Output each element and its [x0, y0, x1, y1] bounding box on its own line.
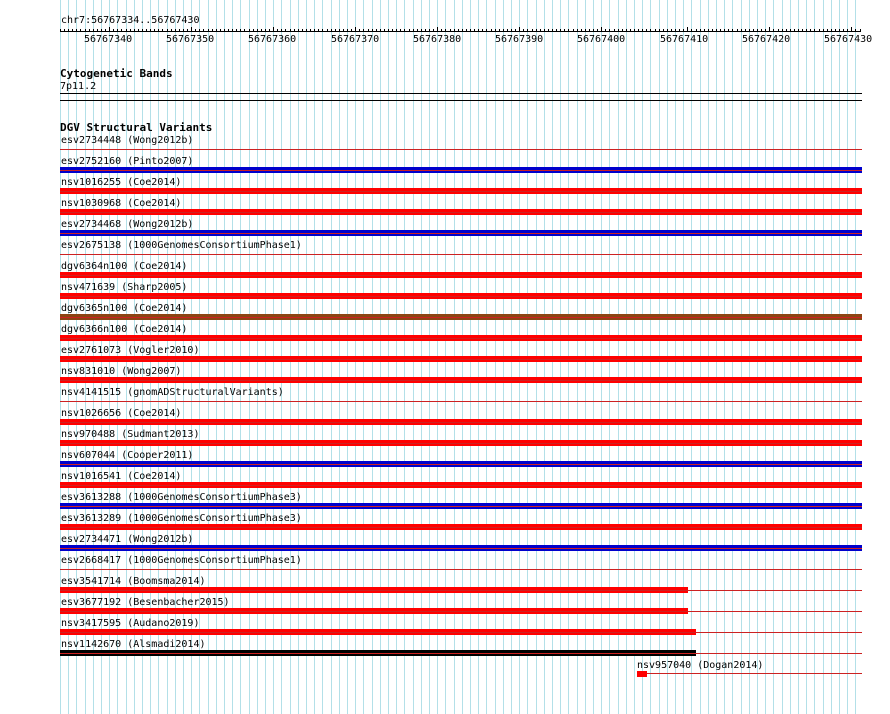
dgv-item-label[interactable]: dgv6364n100 (Coe2014) [61, 261, 188, 272]
ruler-minor-tick [478, 29, 479, 32]
dgv-item-line [60, 653, 862, 654]
ruler-major-tick [851, 27, 852, 32]
ruler-minor-tick [532, 29, 533, 32]
ruler-minor-tick [593, 29, 594, 32]
dgv-item-esv2734448[interactable] [0, 135, 890, 156]
ruler-minor-tick [646, 29, 647, 32]
dgv-item-label[interactable]: nsv1016255 (Coe2014) [61, 177, 182, 188]
dgv-item-line [60, 380, 862, 381]
ruler-minor-tick [454, 29, 455, 32]
ruler-minor-tick [249, 29, 250, 32]
ruler-minor-tick [199, 29, 200, 32]
ruler-minor-tick [76, 29, 77, 32]
dgv-item-label[interactable]: nsv4141515 (gnomADStructuralVariants) [61, 387, 284, 398]
ruler-minor-tick [728, 29, 729, 32]
dgv-item-line [60, 443, 862, 444]
dgv-item-label[interactable]: esv3613288 (1000GenomesConsortiumPhase3) [61, 492, 302, 503]
dgv-item-esv3613289[interactable] [0, 513, 890, 534]
ruler-minor-tick [85, 29, 86, 32]
ruler-minor-tick [609, 29, 610, 32]
ruler-minor-tick [802, 29, 803, 32]
ruler-minor-tick [458, 29, 459, 32]
dgv-item-label[interactable]: nsv957040 (Dogan2014) [637, 660, 764, 671]
ruler-minor-tick [552, 29, 553, 32]
ruler-tick-label: 56767420 [742, 34, 791, 45]
ruler-minor-tick [388, 29, 389, 32]
cytoband-label[interactable]: 7p11.2 [60, 81, 97, 92]
ruler-minor-tick [499, 29, 500, 32]
ruler-minor-tick [790, 29, 791, 32]
dgv-item-line [60, 590, 862, 591]
ruler-minor-tick [765, 29, 766, 32]
dgv-item-nsv970488[interactable] [0, 429, 890, 450]
ruler-minor-tick [831, 29, 832, 32]
ruler-minor-tick [568, 29, 569, 32]
ruler-minor-tick [89, 29, 90, 32]
ruler-minor-tick [462, 29, 463, 32]
dgv-item-line [60, 212, 862, 213]
ruler-minor-tick [130, 29, 131, 32]
ruler-minor-tick [741, 29, 742, 32]
ruler-minor-tick [175, 29, 176, 32]
ruler-minor-tick [134, 29, 135, 32]
ruler-minor-tick [581, 29, 582, 32]
ruler-minor-tick [782, 29, 783, 32]
dgv-item-line [60, 149, 862, 150]
ruler-major-tick [601, 27, 602, 32]
dgv-item-label[interactable]: nsv1016541 (Coe2014) [61, 471, 182, 482]
ruler-minor-tick [281, 29, 282, 32]
ruler-major-tick [769, 27, 770, 32]
ruler-minor-tick [232, 29, 233, 32]
ruler-minor-tick [359, 29, 360, 32]
ruler-minor-tick [773, 29, 774, 32]
ruler-minor-tick [778, 29, 779, 32]
ruler-minor-tick [794, 29, 795, 32]
ruler-minor-tick [745, 29, 746, 32]
ruler-minor-tick [285, 29, 286, 32]
ruler-minor-tick [638, 29, 639, 32]
dgv-item-line [647, 673, 862, 674]
ruler-minor-tick [68, 29, 69, 32]
ruler-minor-tick [683, 29, 684, 32]
dgv-item-label[interactable]: esv2734448 (Wong2012b) [61, 135, 194, 146]
ruler-minor-tick [540, 29, 541, 32]
ruler-minor-tick [277, 29, 278, 32]
ruler-minor-tick [421, 29, 422, 32]
ruler-minor-tick [761, 29, 762, 32]
ruler-minor-tick [806, 29, 807, 32]
dgv-item-label[interactable]: esv2675138 (1000GenomesConsortiumPhase1) [61, 240, 302, 251]
ruler-minor-tick [482, 29, 483, 32]
dgv-item-line [60, 464, 862, 465]
ruler-minor-tick [716, 29, 717, 32]
dgv-item-line [60, 359, 862, 360]
ruler-tick-label: 56767410 [660, 34, 709, 45]
ruler-minor-tick [536, 29, 537, 32]
ruler-minor-tick [351, 29, 352, 32]
dgv-item-label[interactable]: dgv6366n100 (Coe2014) [61, 324, 188, 335]
dgv-item-esv2675138[interactable] [0, 240, 890, 261]
dgv-item-label[interactable]: esv2668417 (1000GenomesConsortiumPhase1) [61, 555, 302, 566]
ruler-minor-tick [126, 29, 127, 32]
dgv-item-nsv1016255[interactable] [0, 177, 890, 198]
ruler-minor-tick [843, 29, 844, 32]
dgv-variant-bar[interactable] [637, 671, 647, 677]
ruler-minor-tick [212, 29, 213, 32]
dgv-item-label[interactable]: nsv970488 (Sudmant2013) [61, 429, 200, 440]
dgv-item-label[interactable]: esv3613289 (1000GenomesConsortiumPhase3) [61, 513, 302, 524]
ruler-minor-tick [117, 29, 118, 32]
ruler-minor-tick [466, 29, 467, 32]
ruler-minor-tick [331, 29, 332, 32]
dgv-item-label[interactable]: nsv1026656 (Coe2014) [61, 408, 182, 419]
dgv-item-esv3613288[interactable] [0, 492, 890, 513]
ruler-minor-tick [515, 29, 516, 32]
ruler-minor-tick [474, 29, 475, 32]
ruler-minor-tick [667, 29, 668, 32]
ruler-minor-tick [429, 29, 430, 32]
ruler-minor-tick [708, 29, 709, 32]
ruler-minor-tick [265, 29, 266, 32]
ruler-minor-tick [413, 29, 414, 32]
dgv-item-nsv831010[interactable] [0, 366, 890, 387]
dgv-item-dgv6366n100[interactable] [0, 324, 890, 345]
ruler-minor-tick [60, 29, 61, 32]
ruler-minor-tick [404, 29, 405, 32]
ruler-minor-tick [183, 29, 184, 32]
ruler-minor-tick [203, 29, 204, 32]
dgv-item-esv2734471[interactable] [0, 534, 890, 555]
ruler-minor-tick [240, 29, 241, 32]
ruler-minor-tick [732, 29, 733, 32]
ruler-minor-tick [757, 29, 758, 32]
ruler-minor-tick [113, 29, 114, 32]
ruler-minor-tick [64, 29, 65, 32]
dgv-item-nsv1026656[interactable] [0, 408, 890, 429]
dgv-item-line [60, 422, 862, 423]
ruler-minor-tick [659, 29, 660, 32]
ruler-minor-tick [696, 29, 697, 32]
ruler-minor-tick [162, 29, 163, 32]
dgv-item-label[interactable]: esv2761073 (Vogler2010) [61, 345, 200, 356]
ruler-minor-tick [372, 29, 373, 32]
ruler-minor-tick [306, 29, 307, 32]
dgv-item-line [60, 275, 862, 276]
ruler-minor-tick [93, 29, 94, 32]
ruler-minor-tick [523, 29, 524, 32]
ruler-minor-tick [121, 29, 122, 32]
ruler-minor-tick [675, 29, 676, 32]
dgv-item-line [60, 401, 862, 402]
ruler-minor-tick [72, 29, 73, 32]
dgv-item-esv2734468[interactable] [0, 219, 890, 240]
dgv-item-nsv1142670[interactable] [0, 639, 890, 660]
ruler-tick-label: 56767360 [248, 34, 297, 45]
ruler-minor-tick [409, 29, 410, 32]
ruler-minor-tick [753, 29, 754, 32]
ruler-tick-label: 56767350 [166, 34, 215, 45]
ruler-minor-tick [376, 29, 377, 32]
ruler-minor-tick [564, 29, 565, 32]
ruler-minor-tick [855, 29, 856, 32]
ruler-minor-tick [839, 29, 840, 32]
ruler-minor-tick [216, 29, 217, 32]
ruler-minor-tick [573, 29, 574, 32]
dgv-item-label[interactable]: nsv831010 (Wong2007) [61, 366, 182, 377]
ruler-minor-tick [470, 29, 471, 32]
dgv-item-esv2752160[interactable] [0, 156, 890, 177]
dgv-item-esv3541714[interactable] [0, 576, 890, 597]
ruler-minor-tick [560, 29, 561, 32]
ruler-minor-tick [450, 29, 451, 32]
ruler-major-tick [519, 27, 520, 32]
ruler-minor-tick [724, 29, 725, 32]
ruler-minor-tick [220, 29, 221, 32]
ruler-minor-tick [823, 29, 824, 32]
dgv-item-label[interactable]: nsv1030968 (Coe2014) [61, 198, 182, 209]
ruler-major-tick [273, 27, 274, 32]
ruler-minor-tick [347, 29, 348, 32]
dgv-item-line [60, 506, 862, 507]
ruler-minor-tick [208, 29, 209, 32]
ruler-minor-tick [626, 29, 627, 32]
dgv-item-nsv1016541[interactable] [0, 471, 890, 492]
ruler-minor-tick [244, 29, 245, 32]
ruler-minor-tick [445, 29, 446, 32]
ruler-minor-tick [368, 29, 369, 32]
ruler-major-tick [437, 27, 438, 32]
ruler-minor-tick [97, 29, 98, 32]
ruler-minor-tick [310, 29, 311, 32]
ruler-minor-tick [298, 29, 299, 32]
dgv-item-line [60, 317, 862, 318]
dgv-item-line [60, 191, 862, 192]
dgv-item-label[interactable]: esv2752160 (Pinto2007) [61, 156, 194, 167]
ruler-minor-tick [318, 29, 319, 32]
ruler-minor-tick [704, 29, 705, 32]
ruler-minor-tick [322, 29, 323, 32]
ruler-minor-tick [417, 29, 418, 32]
ruler-minor-tick [343, 29, 344, 32]
ruler-minor-tick [691, 29, 692, 32]
dgv-item-dgv6364n100[interactable] [0, 261, 890, 282]
cytoband-bar[interactable] [60, 93, 862, 94]
ruler-minor-tick [195, 29, 196, 32]
dgv-item-label[interactable]: esv3677192 (Besenbacher2015) [61, 597, 230, 608]
ruler-minor-tick [380, 29, 381, 32]
dgv-item-nsv1030968[interactable] [0, 198, 890, 219]
ruler-minor-tick [819, 29, 820, 32]
ruler-minor-tick [179, 29, 180, 32]
dgv-item-esv2668417[interactable] [0, 555, 890, 576]
ruler-minor-tick [700, 29, 701, 32]
ruler-minor-tick [671, 29, 672, 32]
dgv-item-label[interactable]: nsv607044 (Cooper2011) [61, 450, 194, 461]
ruler-minor-tick [167, 29, 168, 32]
ruler-minor-tick [236, 29, 237, 32]
ruler-minor-tick [605, 29, 606, 32]
ruler-minor-tick [642, 29, 643, 32]
dgv-item-line [60, 527, 862, 528]
ruler-minor-tick [814, 29, 815, 32]
dgv-item-label[interactable]: esv3541714 (Boomsma2014) [61, 576, 206, 587]
ruler-minor-tick [786, 29, 787, 32]
ruler-minor-tick [400, 29, 401, 32]
dgv-item-nsv4141515[interactable] [0, 387, 890, 408]
dgv-item-label[interactable]: esv2734468 (Wong2012b) [61, 219, 194, 230]
ruler-major-tick [109, 27, 110, 32]
dgv-item-label[interactable]: nsv471639 (Sharp2005) [61, 282, 188, 293]
dgv-item-esv3677192[interactable] [0, 597, 890, 618]
ruler-minor-tick [101, 29, 102, 32]
track-separator [60, 100, 862, 101]
ruler-minor-tick [327, 29, 328, 32]
ruler-minor-tick [335, 29, 336, 32]
dgv-item-line [60, 569, 862, 570]
ruler-minor-tick [507, 29, 508, 32]
dgv-item-label[interactable]: dgv6365n100 (Coe2014) [61, 303, 188, 314]
ruler-minor-tick [314, 29, 315, 32]
ruler-minor-tick [495, 29, 496, 32]
ruler-major-tick [191, 27, 192, 32]
ruler-minor-tick [503, 29, 504, 32]
position-label: chr7:56767334..56767430 [61, 15, 200, 26]
ruler-minor-tick [597, 29, 598, 32]
dgv-item-line [60, 233, 862, 234]
ruler-minor-tick [511, 29, 512, 32]
dgv-item-nsv957040[interactable] [0, 660, 890, 681]
dgv-item-line [60, 254, 862, 255]
ruler-minor-tick [80, 29, 81, 32]
dgv-item-nsv607044[interactable] [0, 450, 890, 471]
dgv-item-line [60, 611, 862, 612]
ruler-minor-tick [253, 29, 254, 32]
ruler-minor-tick [294, 29, 295, 32]
ruler-minor-tick [585, 29, 586, 32]
ruler-minor-tick [433, 29, 434, 32]
ruler-minor-tick [655, 29, 656, 32]
ruler-minor-tick [257, 29, 258, 32]
ruler-major-tick [687, 27, 688, 32]
dgv-item-label[interactable]: nsv3417595 (Audano2019) [61, 618, 200, 629]
dgv-item-esv2761073[interactable] [0, 345, 890, 366]
ruler-tick-label: 56767390 [495, 34, 544, 45]
ruler-minor-tick [158, 29, 159, 32]
dgv-item-line [60, 548, 862, 549]
ruler-minor-tick [548, 29, 549, 32]
dgv-item-line [60, 485, 862, 486]
ruler-minor-tick [577, 29, 578, 32]
ruler-minor-tick [224, 29, 225, 32]
ruler-minor-tick [622, 29, 623, 32]
ruler-minor-tick [650, 29, 651, 32]
ruler-minor-tick [392, 29, 393, 32]
ruler-minor-tick [228, 29, 229, 32]
ruler-minor-tick [810, 29, 811, 32]
dgv-item-dgv6365n100[interactable] [0, 303, 890, 324]
ruler-minor-tick [384, 29, 385, 32]
dgv-item-line [60, 632, 862, 633]
ruler-minor-tick [634, 29, 635, 32]
dgv-track-title[interactable]: DGV Structural Variants [60, 121, 213, 134]
ruler-minor-tick [339, 29, 340, 32]
ruler-minor-tick [425, 29, 426, 32]
dgv-item-label[interactable]: nsv1142670 (Alsmadi2014) [61, 639, 206, 650]
ruler-minor-tick [261, 29, 262, 32]
ruler-minor-tick [396, 29, 397, 32]
ruler-tick-label: 56767400 [577, 34, 626, 45]
ruler-minor-tick [302, 29, 303, 32]
ruler-minor-tick [614, 29, 615, 32]
dgv-item-line [60, 296, 862, 297]
ruler-tick-label: 56767430 [824, 34, 873, 45]
cytobands-track-title[interactable]: Cytogenetic Bands [60, 67, 173, 80]
ruler-minor-tick [486, 29, 487, 32]
ruler-tick-label: 56767340 [84, 34, 133, 45]
ruler-minor-tick [441, 29, 442, 32]
ruler-minor-tick [860, 29, 861, 32]
ruler-tick-label: 56767370 [331, 34, 380, 45]
ruler-minor-tick [712, 29, 713, 32]
ruler-minor-tick [798, 29, 799, 32]
ruler-minor-tick [720, 29, 721, 32]
ruler-minor-tick [187, 29, 188, 32]
ruler-minor-tick [827, 29, 828, 32]
ruler-tick-label: 56767380 [413, 34, 462, 45]
ruler-minor-tick [663, 29, 664, 32]
ruler-minor-tick [737, 29, 738, 32]
ruler-minor-tick [105, 29, 106, 32]
ruler-minor-tick [544, 29, 545, 32]
dgv-item-nsv471639[interactable] [0, 282, 890, 303]
ruler-minor-tick [142, 29, 143, 32]
ruler-minor-tick [527, 29, 528, 32]
ruler-major-tick [355, 27, 356, 32]
ruler-minor-tick [150, 29, 151, 32]
ruler-minor-tick [171, 29, 172, 32]
ruler-minor-tick [589, 29, 590, 32]
ruler-minor-tick [269, 29, 270, 32]
ruler-minor-tick [290, 29, 291, 32]
ruler-minor-tick [146, 29, 147, 32]
dgv-item-line [60, 338, 862, 339]
dgv-item-line [60, 170, 862, 171]
ruler-minor-tick [154, 29, 155, 32]
ruler-minor-tick [491, 29, 492, 32]
ruler-minor-tick [618, 29, 619, 32]
ruler-minor-tick [847, 29, 848, 32]
ruler-minor-tick [749, 29, 750, 32]
ruler-minor-tick [363, 29, 364, 32]
ruler-minor-tick [835, 29, 836, 32]
dgv-item-nsv3417595[interactable] [0, 618, 890, 639]
ruler-minor-tick [630, 29, 631, 32]
ruler-minor-tick [679, 29, 680, 32]
ruler-minor-tick [138, 29, 139, 32]
dgv-item-label[interactable]: esv2734471 (Wong2012b) [61, 534, 194, 545]
ruler-minor-tick [556, 29, 557, 32]
